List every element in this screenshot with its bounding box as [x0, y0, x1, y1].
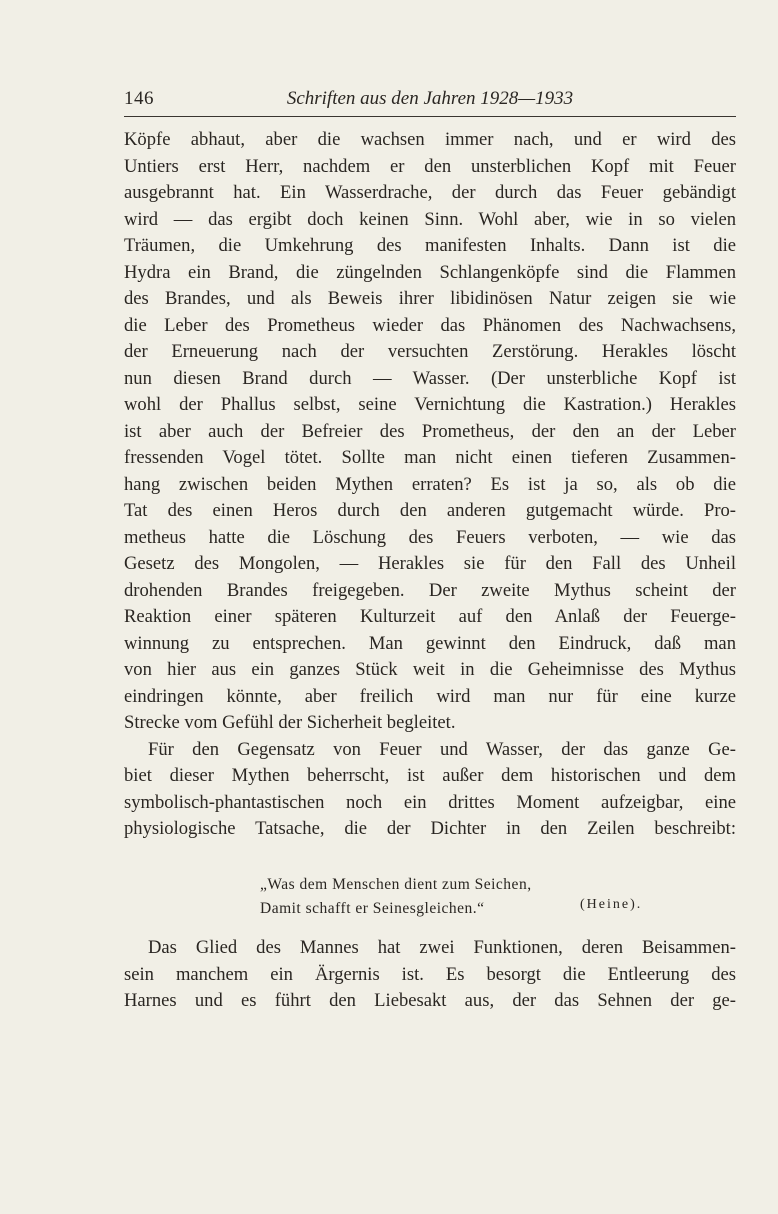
text-line: Das Glied des Mannes hat zwei Funktionen, deren Beisammen- — [148, 937, 736, 958]
body-text — [124, 127, 736, 843]
quote-line: Damit schafft er Seinesgleichen.“ — [260, 900, 485, 917]
page-header — [124, 88, 736, 116]
text-line: symbolisch-phantastischen noch ein drittes Moment aufzeigbar, eine — [124, 791, 736, 813]
verse-quote — [260, 873, 660, 921]
text-line: Köpfe abhaut, aber die wachsen immer nach, und er wird des — [124, 129, 736, 150]
text-line: winnung zu entsprechen. Man gewinnt den Eindruck, daß man — [124, 632, 736, 654]
text-line: fressenden Vogel tötet. Sollte man nicht einen tieferen Zusammen- — [124, 447, 736, 468]
header-rule — [124, 116, 736, 117]
text-line: Tat des einen Heros durch den anderen gutgemacht würde. Pro- — [124, 500, 736, 521]
text-line: der Erneuerung nach der versuchten Zerstörung. Herakles löscht — [124, 341, 736, 362]
running-head: Schriften aus den Jahren 1928—1933 — [286, 88, 574, 109]
text-line: sein manchem ein Ärgernis ist. Es besorgt die Entleerung des — [124, 963, 736, 985]
text-line: Reaktion einer späteren Kulturzeit auf den Anlaß der Feuerge- — [124, 606, 736, 627]
text-line: nun diesen Brand durch — Wasser. (Der unsterbliche Kopf ist — [124, 367, 736, 389]
text-line: des Brandes, und als Beweis ihrer libidinösen Natur zeigen sie wie — [124, 288, 736, 309]
text-line: metheus hatte die Löschung des Feuers verboten, — wie das — [124, 526, 736, 548]
text-line: Harnes und es führt den Liebesakt aus, der das Sehnen der ge- — [124, 990, 736, 1011]
quote-source: (Heine). — [580, 897, 643, 912]
text-line: ausgebrannt hat. Ein Wasserdrache, der durch das Feuer gebändigt — [124, 182, 736, 203]
text-line: drohenden Brandes freigegeben. Der zweite Mythus scheint der — [124, 579, 736, 601]
quote-line: „Was dem Menschen dient zum Seichen, — [260, 876, 532, 893]
text-line: die Leber des Prometheus wieder das Phänomen des Nachwachsens, — [124, 314, 736, 336]
text-line: eindringen könnte, aber freilich wird man nur für eine kurze — [124, 685, 736, 707]
text-line: Für den Gegensatz von Feuer und Wasser, der das ganze Ge- — [148, 738, 736, 760]
body-text-continued — [124, 935, 736, 1015]
page-number: 146 — [124, 88, 154, 109]
text-line: Hydra ein Brand, die züngelnden Schlangenköpfe sind die Flammen — [124, 261, 736, 283]
text-line: von hier aus ein ganzes Stück weit in die Geheimnisse des Mythus — [124, 659, 736, 680]
text-line: physiologische Tatsache, die der Dichter in den Zeilen beschreibt: — [124, 818, 736, 839]
text-line: wohl der Phallus selbst, seine Vernichtung die Kastration.) Herakles — [124, 394, 736, 415]
text-line: hang zwischen beiden Mythen erraten? Es ist ja so, als ob die — [124, 473, 736, 495]
text-line: Untiers erst Herr, nachdem er den unsterblichen Kopf mit Feuer — [124, 155, 736, 177]
text-line: wird — das ergibt doch keinen Sinn. Wohl aber, wie in so vielen — [124, 208, 736, 230]
text-line: biet dieser Mythen beherrscht, ist außer dem historischen und dem — [124, 765, 736, 786]
text-line: Träumen, die Umkehrung des manifesten Inhalts. Dann ist die — [124, 235, 736, 256]
text-line: Gesetz des Mongolen, — Herakles sie für den Fall des Unheil — [124, 553, 736, 574]
text-line: Strecke vom Gefühl der Sicherheit begleitet. — [124, 712, 456, 733]
text-line: ist aber auch der Befreier des Prometheus, der den an der Leber — [124, 420, 736, 442]
